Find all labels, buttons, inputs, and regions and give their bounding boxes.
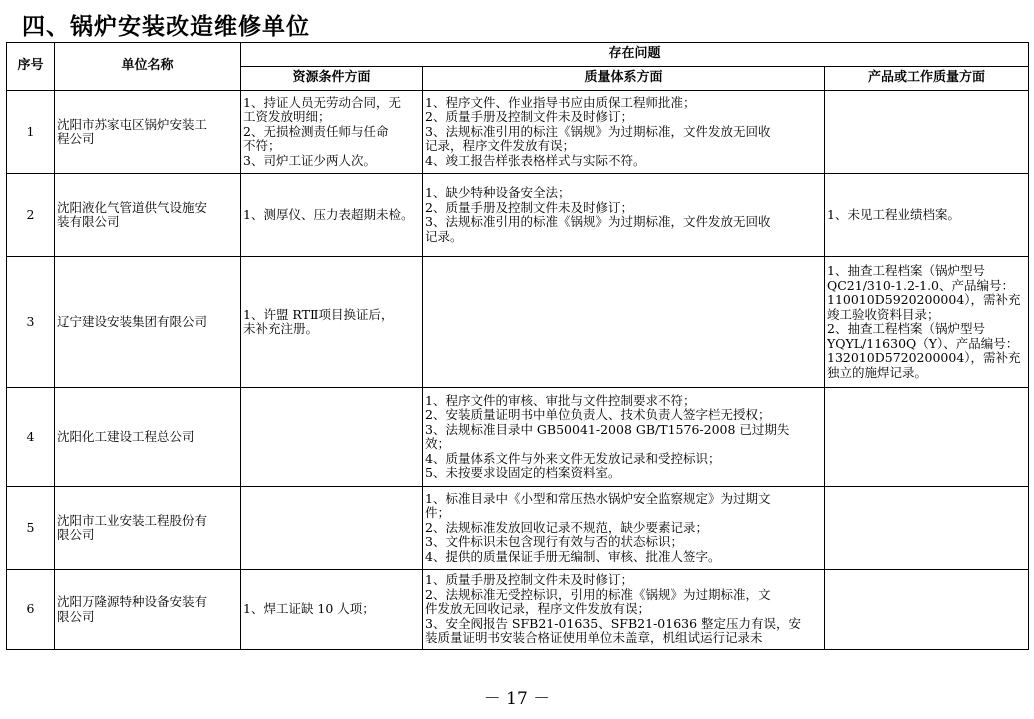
cell-index: 4 <box>7 388 55 487</box>
cell-text-line: 2、安装质量证明书中单位负责人、技术负责人签字栏无授权； <box>425 408 771 422</box>
header-unit-name: 单位名称 <box>55 43 241 91</box>
cell-product-quality <box>825 174 1029 257</box>
cell-text-line: 5、未按要求设固定的档案资料室。 <box>425 466 621 480</box>
header-quality-system: 质量体系方面 <box>423 67 825 91</box>
cell-text-line: 沈阳市工业安装工程股份有 <box>57 513 208 528</box>
section-heading: 四、锅炉安装改造维修单位 <box>22 14 310 40</box>
cell-product-quality <box>825 487 1029 570</box>
issues-table <box>6 42 1029 650</box>
cell-text-line: 3、法规标准引用的标准《锅规》为过期标准，文件发放无回收 <box>425 215 771 229</box>
page-number: － 17 － <box>483 689 551 709</box>
cell-quality-system <box>423 388 825 487</box>
cell-text-line: 1、质量手册及控制文件未及时修订； <box>425 573 633 588</box>
cell-text-line: 110010D5920200004），需补充 <box>827 293 1021 307</box>
cell-unit-name <box>55 570 241 650</box>
cell-index: 3 <box>7 257 55 388</box>
cell-text-line: 沈阳市苏家屯区锅炉安装工 <box>57 117 208 132</box>
cell-text-line: 132010D5720200004），需补充 <box>827 351 1021 365</box>
cell-resource-conditions <box>241 388 423 487</box>
cell-product-quality <box>825 257 1029 388</box>
cell-unit-name <box>55 174 241 257</box>
cell-text-line: 沈阳化工建设工程总公司 <box>57 429 195 444</box>
cell-text-line: 2、法规标准发放回收记录不规范，缺少要素记录； <box>425 520 708 535</box>
cell-text-line: 记录。 <box>425 229 463 244</box>
cell-text-line: 工资发放明细； <box>243 110 331 125</box>
cell-text-line: 3、司炉工证少两人次。 <box>243 153 376 168</box>
cell-resource-conditions <box>241 487 423 570</box>
cell-text-line: 1、缺少特种设备安全法； <box>425 186 571 200</box>
cell-resource-conditions <box>241 570 423 650</box>
cell-text-line: 2、质量手册及控制文件未及时修订； <box>425 200 633 215</box>
cell-index: 1 <box>7 91 55 174</box>
cell-quality-system <box>423 570 825 650</box>
cell-quality-system <box>423 91 825 174</box>
cell-text-line: 1、持证人员无劳动合同，无 <box>243 95 401 110</box>
cell-text-line: 1、标准目录中《小型和常压热水锅炉安全监察规定》为过期文 <box>425 491 771 506</box>
cell-text-line: 1、未见工程业绩档案。 <box>827 207 960 222</box>
cell-index: 5 <box>7 487 55 570</box>
cell-product-quality <box>825 91 1029 174</box>
cell-text-line: 效； <box>425 437 451 451</box>
cell-unit-name <box>55 487 241 570</box>
cell-text-line: QC21/310-1.2-1.0、产品编号： <box>827 278 1014 293</box>
cell-text-line: 件发放无回收记录，程序文件发放有误； <box>425 602 651 617</box>
cell-unit-name <box>55 388 241 487</box>
cell-text-line: 沈阳液化气管道供气设施安 <box>57 200 208 215</box>
cell-text-line: YQYL/11630Q（Y）、产品编号： <box>827 336 1019 351</box>
cell-quality-system <box>423 257 825 388</box>
cell-text-line: 3、法规标准目录中 GB50041-2008 GB/T1576-2008 已过期失 <box>425 422 790 437</box>
cell-index: 6 <box>7 570 55 650</box>
cell-text-line: 1、测厚仪、压力表超期未检。 <box>243 207 414 222</box>
table-row <box>7 174 1029 257</box>
cell-text-line: 件； <box>425 506 451 521</box>
cell-text-line: 装有限公司 <box>57 215 120 229</box>
cell-product-quality <box>825 388 1029 487</box>
header-issues: 存在问题 <box>241 43 1029 67</box>
cell-text-line: 未补充注册。 <box>243 322 319 336</box>
cell-text-line: 1、程序文件的审核、审批与文件控制要求不符； <box>425 393 696 408</box>
issues-table-body <box>7 91 1029 650</box>
header-index: 序号 <box>7 43 55 91</box>
cell-text-line: 2、质量手册及控制文件未及时修订； <box>425 110 633 125</box>
cell-text-line: 1、抽查工程档案（锅炉型号 <box>827 264 985 278</box>
table-row <box>7 487 1029 570</box>
cell-text-line: 1、许盟 RTⅡ项目换证后， <box>243 307 394 322</box>
cell-text-line: 限公司 <box>57 609 95 624</box>
cell-quality-system <box>423 487 825 570</box>
cell-text-line: 辽宁建设安装集团有限公司 <box>57 314 208 329</box>
cell-text-line: 装质量证明书安装合格证使用单位未盖章，机组试运行记录未 <box>425 631 763 646</box>
table-row <box>7 570 1029 650</box>
cell-resource-conditions <box>241 91 423 174</box>
table-row <box>7 388 1029 487</box>
cell-text-line: 沈阳万隆源特种设备安装有 <box>57 595 208 609</box>
cell-text-line: 4、竣工报告样张表格样式与实际不符。 <box>425 153 646 168</box>
header-product-quality: 产品或工作质量方面 <box>825 67 1029 91</box>
cell-resource-conditions <box>241 174 423 257</box>
cell-quality-system <box>423 174 825 257</box>
cell-index: 2 <box>7 174 55 257</box>
header-resource-conditions: 资源条件方面 <box>241 67 423 91</box>
cell-text-line: 独立的施焊记录。 <box>827 365 928 380</box>
cell-text-line: 2、无损检测责任师与任命 <box>243 124 389 139</box>
cell-text-line: 记录，程序文件发放有误； <box>425 139 576 154</box>
cell-text-line: 2、法规标准无受控标识，引用的标准《锅规》为过期标准，文 <box>425 587 771 602</box>
cell-text-line: 2、抽查工程档案（锅炉型号 <box>827 322 985 336</box>
cell-resource-conditions <box>241 257 423 388</box>
cell-text-line: 1、焊工证缺 10 人项； <box>243 602 375 617</box>
cell-product-quality <box>825 570 1029 650</box>
cell-text-line: 程公司 <box>57 132 95 146</box>
cell-text-line: 3、安全阀报告 SFB21-01635、SFB21-01636 整定压力有误，安 <box>425 616 802 631</box>
cell-unit-name <box>55 91 241 174</box>
cell-text-line: 限公司 <box>57 528 95 542</box>
cell-text-line: 4、提供的质量保证手册无编制、审核、批准人签字。 <box>425 549 721 564</box>
table-row <box>7 257 1029 388</box>
table-row <box>7 91 1029 174</box>
cell-text-line: 4、质量体系文件与外来文件无发放记录和受控标识； <box>425 451 721 466</box>
cell-text-line: 1、程序文件、作业指导书应由质保工程师批准； <box>425 95 696 110</box>
cell-text-line: 3、文件标识未包含现行有效与否的状态标识； <box>425 535 683 550</box>
cell-unit-name <box>55 257 241 388</box>
cell-text-line: 不符； <box>243 139 281 154</box>
cell-text-line: 3、法规标准引用的标注《锅规》为过期标准，文件发放无回收 <box>425 124 771 139</box>
cell-text-line: 竣工验收资料目录； <box>827 307 940 322</box>
